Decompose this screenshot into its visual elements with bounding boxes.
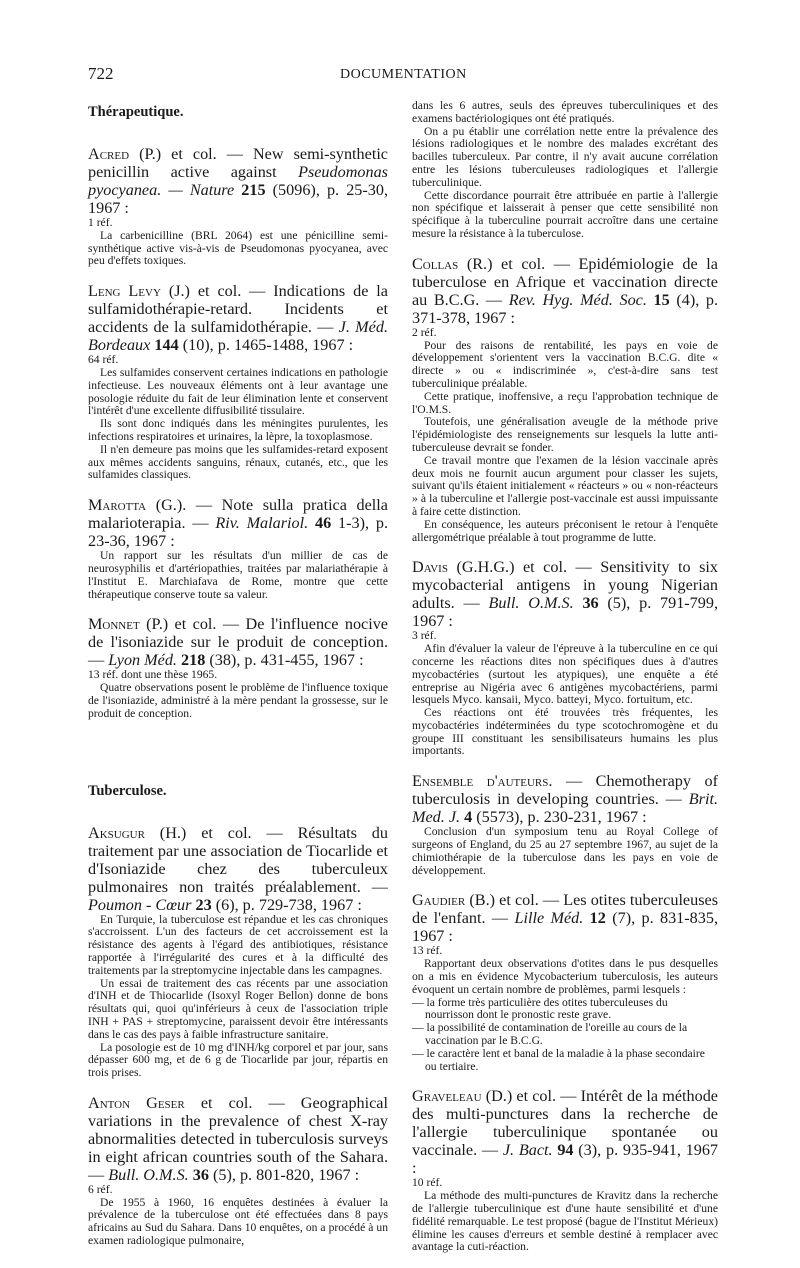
- reference-count: 13 réf.: [412, 944, 443, 958]
- bibliography-entry: [88, 496, 388, 601]
- volume-number: 94: [552, 1141, 579, 1160]
- citation-title: (J.) et col. — Indications de la sulfamidothérapie-retard. Incidents et accidents de la sulfamidothérapie. —: [88, 282, 388, 337]
- author-name: Marotta: [88, 496, 147, 515]
- section-title-therapeutique: Thérapeutique.: [88, 104, 184, 120]
- journal-name: J. Méd. Bordeaux: [88, 318, 388, 355]
- page-number: 722: [88, 64, 114, 83]
- abstract-paragraph: La carbenicilline (BRL 2064) est une pénicilline semi-synthétique active vis-à-vis de Pseudomonas pyocyanea, avec peu d'effets toxiques.: [88, 228, 388, 268]
- citation: [412, 772, 718, 826]
- volume-number: 4: [460, 808, 477, 827]
- reference-count: 1 réf.: [88, 216, 113, 229]
- volume-number: 144: [150, 336, 183, 355]
- citation-pages: (5), p. 791-799, 1967 :: [412, 594, 719, 631]
- citation: [412, 255, 718, 327]
- citation: [88, 615, 388, 669]
- abstract-paragraph: Ce travail montre que l'examen de la lésion vaccinale après deux mois ne fournit aucun argument pour classer les sujets, suivant qu'ils étaient initialement « réacteurs » ou « non-réacteurs » à la tuberculine et l'allergie post-vaccinale est aussi impuissante à faire cette distinction.: [412, 453, 718, 518]
- citation: [412, 891, 718, 945]
- tuberculose-entries: [88, 824, 388, 1248]
- volume-number: 12: [583, 909, 613, 928]
- bibliography-entry: [412, 558, 718, 758]
- bibliography-entry: [88, 824, 388, 1080]
- reference-count: 2 réf.: [412, 325, 437, 339]
- list-item: — la forme très particulière des otites tuberculeuses du nourrisson dont le pronostic reste grave.: [412, 997, 718, 1023]
- author-name: Monnet: [88, 615, 140, 634]
- author-name: Ensemble d'auteurs.: [412, 772, 553, 791]
- right-column: [412, 100, 718, 1268]
- author-name: Acred: [88, 145, 130, 163]
- abstract-paragraph: Toutefois, une généralisation aveugle de la méthode prive l'épidémiologiste des renseignements sur lesquels la lutte anti-tuberculeuse devrait se fonder.: [412, 415, 718, 454]
- right-entries: [412, 255, 718, 1254]
- volume-number: 36: [188, 1165, 213, 1184]
- journal-name: Pseudomonas pyocyanea. — Nature: [88, 163, 388, 199]
- citation-title: (G.). — Note sulla pratica della malarioterapia. —: [88, 496, 388, 533]
- citation: [88, 145, 388, 217]
- citation-title: — Chemotherapy of tuberculosis in developing countries. —: [412, 772, 718, 809]
- citation-pages: (5573), p. 230-231, 1967 :: [476, 808, 647, 827]
- reference-count: 3 réf.: [412, 629, 437, 643]
- abstract-paragraph: Un essai de traitement des cas récents par une association d'INH et de Thiocarlide (Isoxyl Roger Bellon) donne de bons résultats qui, quoi qu'inférieurs à ceux de l'association triple INH + PAS + streptomycine, paraissent devoir être intéressants dans le cas des pays à faible infrastructure sanitaire.: [88, 976, 388, 1041]
- journal-name: Poumon - Cœur: [88, 895, 192, 914]
- abstract-paragraph: Pour des raisons de rentabilité, les pays en voie de développement s'orientent vers la vaccination B.C.G. dite « directe » ou « indiscriminée », c'est-à-dire sans test tuberculinique préalable.: [412, 338, 718, 390]
- abstract-paragraph: Les sulfamides conservent certaines indications en pathologie infectieuse. Les nouveaux éléments ont à leur avantage une posologie réduite du fait de leur élimination lente et conservent l'intérêt d'une excellente diffusibilité tissulaire.: [88, 365, 388, 418]
- abstract-paragraph: Cette discordance pourrait être attribuée en partie à l'allergie non spécifique et laisserait à penser que cette sensibilité non spécifique à la tuberculine pourrait accroître dans une certaine mesure la résistance à la tuberculose.: [412, 188, 718, 240]
- continued-abstract: [412, 100, 718, 241]
- citation-pages: (4), p. 371-378, 1967 :: [412, 290, 719, 327]
- citation: [88, 496, 388, 550]
- bibliography-entry: [88, 1094, 388, 1248]
- citation: [88, 282, 388, 354]
- abstract-paragraph: La posologie est de 10 mg d'INH/kg corporel et par jour, sans dépasser 600 mg, et de 6 g de Tiocarlide par jour, répartis en trois prises.: [88, 1040, 388, 1080]
- reference-count: 64 réf.: [88, 353, 119, 367]
- author-name: Davis: [412, 558, 448, 577]
- journal-name: Lyon Méd.: [108, 651, 177, 670]
- author-name: Anton Geser: [88, 1093, 185, 1112]
- volume-number: 46: [308, 514, 339, 533]
- citation-title: (R.) et col. — Epidémiologie de la tuberculose en Afrique et vaccination directe au B.C.G. —: [412, 254, 718, 309]
- abstract-paragraph: Ils sont donc indiqués dans les méningites purulentes, les infections respiratoires et urinaires, la lèpre, la toxoplasmose.: [88, 417, 388, 443]
- citation: [412, 1087, 718, 1177]
- journal-name: Bull. O.M.S.: [488, 594, 574, 613]
- author-name: Aksugur: [88, 823, 145, 842]
- abstract-paragraph: dans les 6 autres, seuls des épreuves tuberculiniques et des examens bactériologiques ont été pratiqués.: [412, 99, 718, 125]
- abstract-paragraph: On a pu établir une corrélation nette entre la prévalence des lésions radiologiques et le nombre des malades excrétant des bacilles tuberculeux. Par contre, il n'y avait aucune corrélation entre les lésions tuberculeuses radiologiques et l'allergie tuberculinique.: [412, 124, 718, 189]
- citation-pages: (5), p. 801-820, 1967 :: [213, 1165, 360, 1184]
- abstract-paragraph: Quatre observations posent le problème de l'influence toxique de l'isoniazide, administré à la mère pendant la grossesse, sur le produit de conception.: [88, 681, 388, 720]
- abstract-paragraph: Un rapport sur les résultats d'un millier de cas de neurosyphilis et d'artériopathies, traitées par malariathérapie à l'Institut E. Marchiafava de Rome, montre que cette thérapeutique conserve toute sa valeur.: [88, 549, 388, 601]
- author-name: Leng Levy: [88, 282, 161, 301]
- bibliography-entry: [88, 615, 388, 720]
- citation: [88, 824, 388, 914]
- citation-title: (H.) et col. — Résultats du traitement par une association de Tiocarlide et d'Isoniazide chez des tuberculeux pulmonaires non traités préalablement. —: [88, 823, 388, 896]
- journal-name: Lille Méd.: [514, 909, 584, 928]
- section-title-tuberculose: Tuberculose.: [88, 782, 167, 799]
- journal-name: Bull. O.M.S.: [108, 1165, 189, 1184]
- list-item: — la possibilité de contamination de l'oreille au cours de la vaccination par le B.C.G.: [412, 1022, 718, 1048]
- abstract-paragraph: De 1955 à 1960, 16 enquêtes destinées à évaluer la prévalence de la tuberculose ont été effectuées dans 8 pays africains au Sud du Sahara. Dans 10 enquêtes, on a procédé à un examen radiologique pulmonaire,: [88, 1195, 388, 1248]
- citation: [88, 1094, 388, 1184]
- citation: [412, 558, 718, 630]
- abstract-paragraph: Ces réactions ont été trouvées très fréquentes, les mycobactéries indéterminées du type scotochromogène et du groupe III constituant les sensibilisateurs humains les plus importants.: [412, 706, 718, 758]
- abstract-paragraph: En Turquie, la tuberculose est répandue et les cas chroniques s'accroissent. L'un des facteurs de cet accroissement est la résistance des agents à l'égard des antibiotiques, résistance rapportée à l'irrégularité des cures et à la difficulté des traitements par la streptomycine injectable dans les campagnes.: [88, 912, 388, 977]
- abstract-paragraph: Rapportant deux observations d'otites dans le pus desquelles on a mis en évidence Mycobacterium tuberculosis, les auteurs évoquent un certain nombre de problèmes, parmi lesquels :: [412, 957, 718, 996]
- volume-number: 23: [191, 895, 216, 914]
- reference-count: 10 réf.: [412, 1176, 443, 1190]
- bibliography-entry: [88, 282, 388, 482]
- left-column: [88, 100, 388, 1262]
- citation-pages: 1-3), p. 23-36, 1967 :: [88, 514, 388, 551]
- abstract-paragraph: Cette pratique, inoffensive, a reçu l'approbation technique de l'O.M.S.: [412, 389, 718, 416]
- abstract-paragraph: Il n'en demeure pas moins que les sulfamides-retard exposent aux mêmes accidents sanguins, rénaux, cutanés, etc., que les sulfamides classiques.: [88, 442, 388, 482]
- abstract-paragraph: La méthode des multi-punctures de Kravitz dans la recherche de l'allergie tuberculinique est d'une haute sensibilité et d'une fidélité remarquable. Le test proposé (bague de l'Institut Mérieux) élimine les causes d'erreurs et semble destiné à remplacer avec avantage la cuti-réaction.: [412, 1189, 718, 1254]
- dash-list: [412, 997, 718, 1074]
- volume-number: 36: [573, 594, 608, 613]
- journal-name: Brit. Med. J.: [412, 790, 718, 827]
- citation-title: (P.) et col. — De l'influence nocive de l'isoniazide sur le produit de conception. —: [88, 615, 388, 670]
- citation-pages: (7), p. 831-835, 1967 :: [412, 909, 718, 946]
- citation-title: et col. — Geographical variations in the prevalence of chest X-ray abnormalities detected in tuberculosis surveys in eight african countries south of the Sahara. —: [88, 1093, 388, 1184]
- citation-title: (D.) et col. — Intérêt de la méthode des multi-punctures dans la recherche de l'allergie tuberculinique spontanée ou vaccinale. —: [412, 1087, 718, 1160]
- author-name: Collas: [412, 254, 459, 273]
- citation-title: (G.H.G.) et col. — Sensitivity to six mycobacterial antigens in young Nigerian adults. —: [412, 558, 718, 613]
- list-item: — le caractère lent et banal de la maladie à la phase secondaire ou tertiaire.: [412, 1048, 718, 1074]
- bibliography-entry: [412, 255, 718, 545]
- citation-pages: (6), p. 729-738, 1967 :: [215, 895, 362, 914]
- reference-count: 6 réf.: [88, 1182, 113, 1196]
- volume-number: 215: [234, 181, 273, 199]
- bibliography-entry: [412, 891, 718, 1073]
- abstract-paragraph: Conclusion d'un symposium tenu au Royal College of surgeons of England, du 25 au 27 septembre 1967, au sujet de la chimiothérapie de la tuberculose dans les pays en voie de développement.: [412, 825, 718, 877]
- citation-pages: (5096), p. 25-30, 1967 :: [88, 181, 389, 217]
- bibliography-entry: [88, 145, 388, 268]
- citation-title: (B.) et col. — Les otites tuberculeuses de l'enfant. —: [412, 891, 718, 928]
- reference-count: 13 réf. dont une thèse 1965.: [88, 668, 218, 682]
- citation-pages: (38), p. 431-455, 1967 :: [209, 651, 364, 670]
- citation-pages: (10), p. 1465-1488, 1967 :: [182, 336, 354, 355]
- citation-pages: (3), p. 935-941, 1967 :: [412, 1141, 719, 1178]
- abstract-paragraph: Afin d'évaluer la valeur de l'épreuve à la tuberculine en ce qui concerne les réactions dites non spécifiques dues à d'autres mycobactéries (surtout les atypiques), une enquête a été entreprise au Nigéria avec 6 antigènes mycobactériens, parmi lesquels Myco. kansaii, Myco. batteyi, Myco. fortuitum, etc.: [412, 642, 718, 707]
- bibliography-entry: [412, 772, 718, 877]
- running-head: DOCUMENTATION: [340, 67, 467, 82]
- journal-name: J. Bact.: [502, 1141, 553, 1160]
- abstract-paragraph: En conséquence, les auteurs préconisent le retour à l'enquête allergométrique préalable à tout programme de lutte.: [412, 517, 718, 544]
- journal-name: Riv. Malariol.: [215, 514, 309, 533]
- bibliography-entry: [412, 1087, 718, 1254]
- volume-number: 218: [176, 651, 210, 670]
- volume-number: 15: [646, 290, 677, 309]
- journal-name: Rev. Hyg. Méd. Soc.: [508, 290, 647, 309]
- citation-title: (P.) et col. — New semi-synthetic penicillin active against: [88, 145, 388, 181]
- author-name: Graveleau: [412, 1087, 482, 1106]
- author-name: Gaudier: [412, 891, 466, 910]
- therapeutique-entries: [88, 145, 388, 721]
